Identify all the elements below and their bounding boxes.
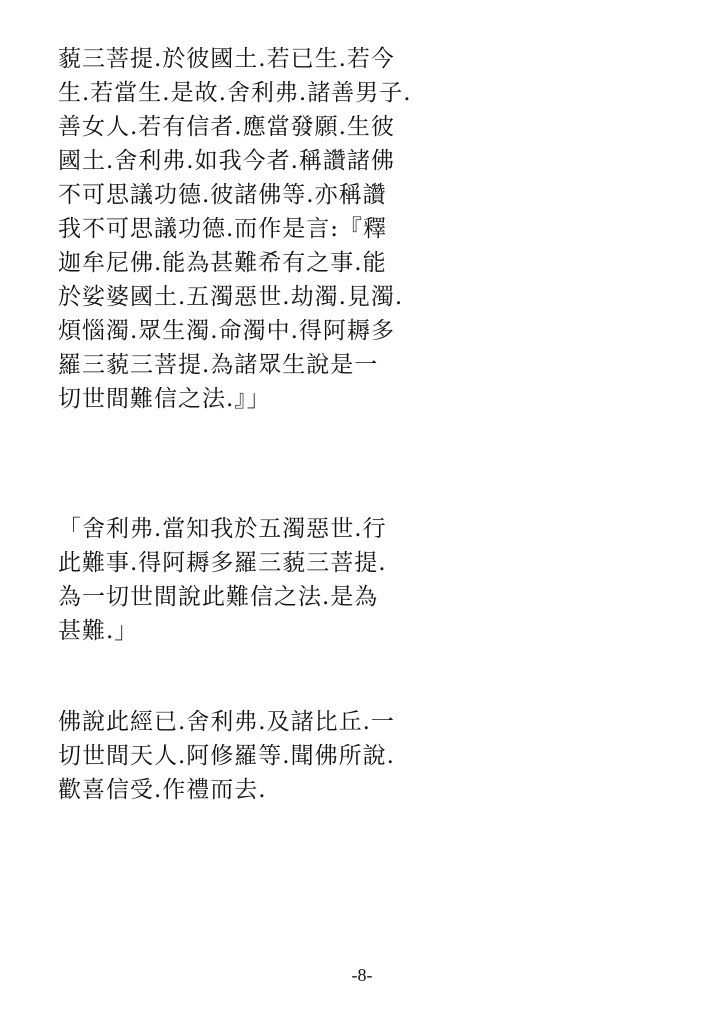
text-line: 此難事.得阿耨多羅三藐三菩提. — [58, 550, 387, 576]
text-line: 羅三藐三菩提.為諸眾生說是一 — [58, 352, 379, 378]
text-line: 歡喜信受.作禮而去. — [58, 777, 267, 803]
text-line: 藐三菩提.於彼國土.若已生.若今 — [58, 46, 395, 72]
text-line: 切世間難信之法.』」 — [58, 386, 271, 412]
text-line: 善女人.若有信者.應當發願.生彼 — [58, 114, 395, 140]
paragraph-quote — [58, 512, 678, 648]
text-line: 迦牟尼佛.能為甚難希有之事.能 — [58, 250, 387, 276]
text-line: 不可思議功德.彼諸佛等.亦稱讚 — [58, 182, 387, 208]
text-line: 於娑婆國土.五濁惡世.劫濁.見濁. — [58, 284, 404, 310]
text-line: 甚難.」 — [58, 618, 139, 644]
text-line: 「舍利弗.當知我於五濁惡世.行 — [58, 516, 387, 542]
text-line: 煩惱濁.眾生濁.命濁中.得阿耨多 — [58, 318, 395, 344]
text-line: 切世間天人.阿修羅等.聞佛所說. — [58, 743, 395, 769]
text-line: 生.若當生.是故.舍利弗.諸善男子. — [58, 80, 412, 106]
text-line: 我不可思議功德.而作是言:『釋 — [58, 216, 388, 242]
page-number: -8- — [351, 965, 373, 985]
paragraph-sutra-text — [58, 42, 678, 416]
text-line: 國土.舍利弗.如我今者.稱讚諸佛 — [58, 148, 395, 174]
text-line: 佛說此經已.舍利弗.及諸比丘.一 — [58, 709, 395, 735]
text-line: 為一切世間說此難信之法.是為 — [58, 584, 379, 610]
paragraph-closing — [58, 705, 678, 807]
